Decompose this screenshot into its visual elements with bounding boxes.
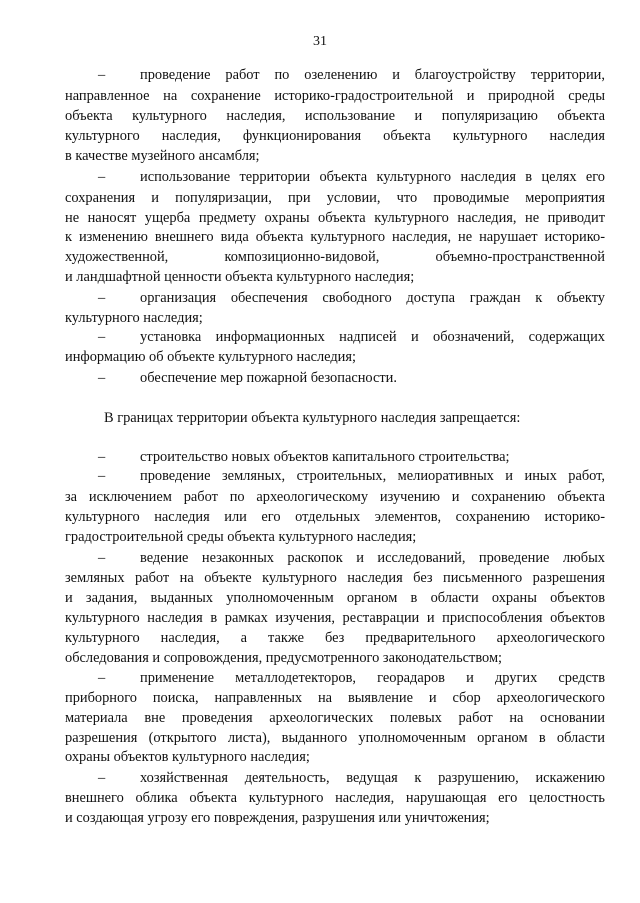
list-dash: – <box>98 169 106 185</box>
line-text: В границах территории объекта культурного наследия запрещается: <box>104 410 521 426</box>
list-dash: – <box>98 670 106 686</box>
line-text: за исключением работ по археологическому изучению и сохранению объекта <box>65 489 605 505</box>
line-text: установка информационных надписей и обозначений, содержащих <box>140 329 605 345</box>
text-line <box>65 209 605 227</box>
line-text: строительство новых объектов капитального строительства; <box>140 449 510 465</box>
text-line <box>65 248 605 266</box>
list-dash: – <box>98 290 106 306</box>
line-text: в качестве музейного ансамбля; <box>65 148 260 164</box>
line-text: направленное на сохранение историко-градостроительной и природной среды <box>65 88 605 104</box>
page-number: 31 <box>313 34 327 49</box>
list-item-first-line <box>98 549 605 567</box>
text-line <box>65 268 605 286</box>
line-text: обследования и сопровождения, предусмотренного законодательством; <box>65 650 503 666</box>
line-text: к изменению внешнего вида объекта культурного наследия, не нарушает историко- <box>65 229 605 245</box>
text-line <box>65 87 605 105</box>
text-line <box>65 107 605 125</box>
line-text: охраны объектов культурного наследия; <box>65 749 310 765</box>
list-dash: – <box>98 550 106 566</box>
line-text: проведение работ по озеленению и благоустройству территории, <box>140 67 605 83</box>
line-text: не наносят ущерба предмету охраны объекта культурного наследия, не приводит <box>65 210 605 226</box>
line-text: применение металлодетекторов, георадаров и других средств <box>140 670 605 686</box>
line-text: художественной, композиционно-видовой, объемно-пространственной <box>65 249 605 265</box>
text-line <box>65 589 605 607</box>
text-line <box>65 689 605 707</box>
list-dash: – <box>98 468 106 484</box>
line-text: приборного поиска, направленных на выявление и сбор археологического <box>65 690 605 706</box>
line-text: объекта культурного наследия, использование и популяризацию объекта <box>65 108 605 124</box>
line-text: хозяйственная деятельность, ведущая к разрушению, искажению <box>140 770 605 786</box>
line-text: информацию об объекте культурного наследия; <box>65 349 356 365</box>
line-text: и задания, выданных уполномоченным органом в области охраны объектов <box>65 590 605 606</box>
text-line <box>65 127 605 145</box>
text-line <box>65 508 605 526</box>
text-line <box>65 147 605 165</box>
text-line <box>65 729 605 747</box>
line-text: культурного наследия в рамках изучения, реставрации и приспособления объектов <box>65 610 605 626</box>
text-line <box>65 649 605 667</box>
line-text: обеспечение мер пожарной безопасности. <box>140 370 397 386</box>
line-text: проведение земляных, строительных, мелиоративных и иных работ, <box>140 468 605 484</box>
line-text: и создающая угрозу его повреждения, разрушения или уничтожения; <box>65 810 490 826</box>
list-dash: – <box>98 329 106 345</box>
text-line <box>65 228 605 246</box>
text-line <box>65 189 605 207</box>
text-line <box>65 488 605 506</box>
line-text: сохранения и популяризации, при условии, что проводимые мероприятия <box>65 190 605 206</box>
line-text: культурного наследия или его отдельных элементов, сохранению историко- <box>65 509 605 525</box>
line-text: культурного наследия, а также без предварительного археологического <box>65 630 605 646</box>
text-line <box>65 809 605 827</box>
line-text: ведение незаконных раскопок и исследований, проведение любых <box>140 550 605 566</box>
list-dash: – <box>98 449 106 465</box>
text-line <box>65 789 605 807</box>
list-item-first-line <box>98 328 605 346</box>
list-dash: – <box>98 67 106 83</box>
line-text: и ландшафтной ценности объекта культурного наследия; <box>65 269 415 285</box>
list-item-first-line <box>98 289 605 307</box>
text-line <box>65 629 605 647</box>
text-line <box>65 748 605 766</box>
list-dash: – <box>98 770 106 786</box>
line-text: разрешения (открытого листа), выданного уполномоченным органом в области <box>65 730 605 746</box>
list-item-first-line <box>98 369 605 387</box>
text-line <box>65 309 605 327</box>
line-text: культурного наследия; <box>65 310 203 326</box>
line-text: организация обеспечения свободного доступа граждан к объекту <box>140 290 605 306</box>
section-heading <box>104 409 604 427</box>
text-line <box>65 569 605 587</box>
line-text: земляных работ на объекте культурного наследия без письменного разрешения <box>65 570 605 586</box>
list-dash: – <box>98 370 106 386</box>
line-text: материала вне проведения археологических полевых работ на основании <box>65 710 605 726</box>
line-text: культурного наследия, функционирования объекта культурного наследия <box>65 128 605 144</box>
line-text: внешнего облика объекта культурного наследия, нарушающая его целостность <box>65 790 605 806</box>
list-item-first-line <box>98 769 605 787</box>
line-text: градостроительной среды объекта культурного наследия; <box>65 529 417 545</box>
text-line <box>65 609 605 627</box>
line-text: использование территории объекта культурного наследия в целях его <box>140 169 605 185</box>
list-item-first-line <box>98 467 605 485</box>
list-item-first-line <box>98 448 605 466</box>
list-item-first-line <box>98 669 605 687</box>
list-item-first-line <box>98 168 605 186</box>
text-line <box>65 348 605 366</box>
text-line <box>65 528 605 546</box>
text-line <box>65 709 605 727</box>
list-item-first-line <box>98 66 605 84</box>
